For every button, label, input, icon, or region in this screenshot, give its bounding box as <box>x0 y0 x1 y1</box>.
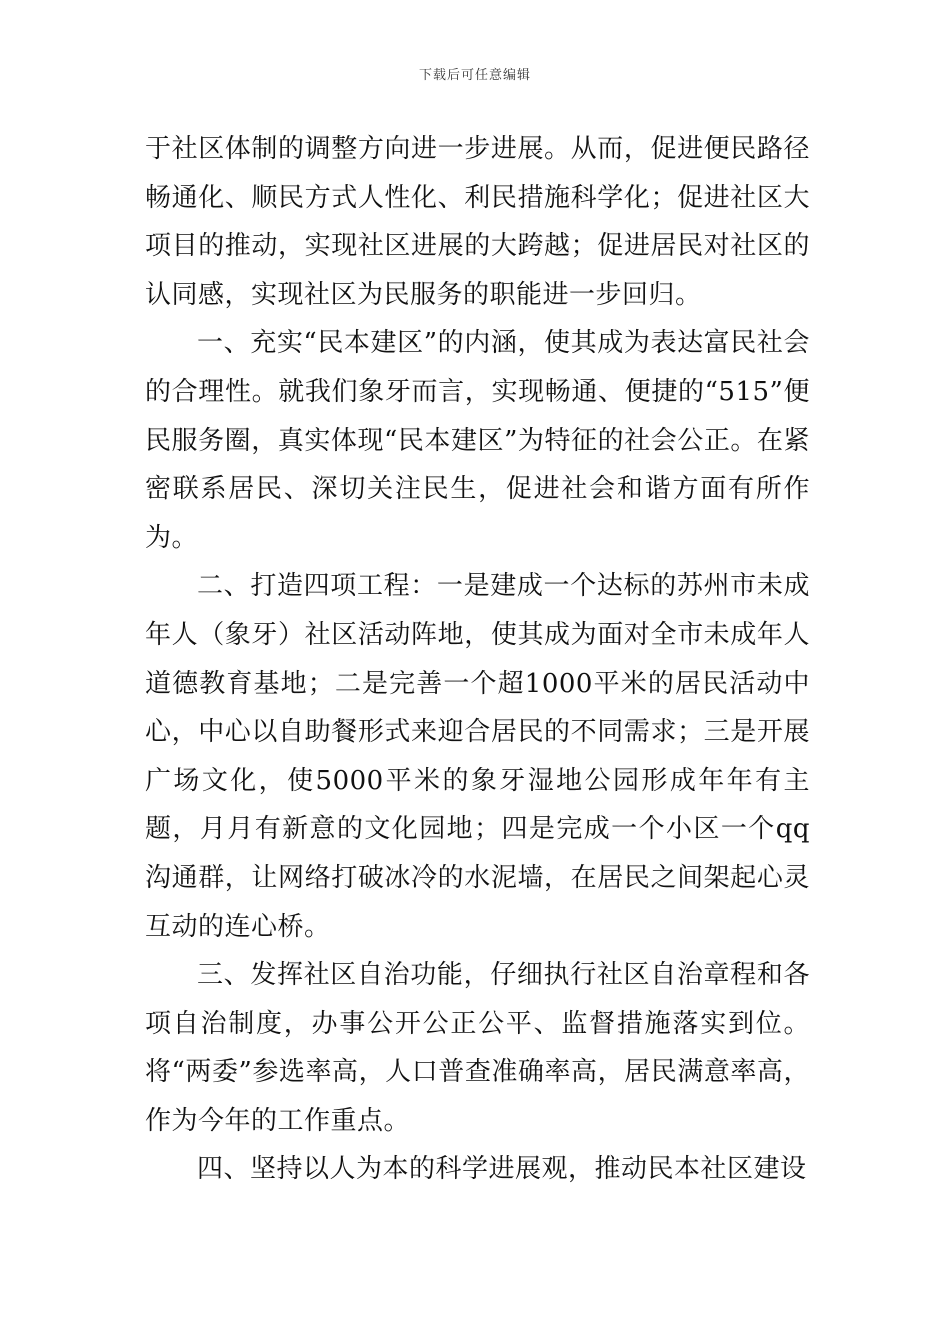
paragraph-section-3: 三、发挥社区自治功能，仔细执行社区自治章程和各项自治制度，办事公开公正公平、监督措施落实到位。将“两委”参选率高，人口普查准确率高，居民满意率高，作为今年的工作重点。 <box>145 960 810 1136</box>
paragraph-section-4: 四、坚持以人为本的科学进展观，推动民本社区建设 <box>197 1154 807 1185</box>
paragraph-intro: 于社区体制的调整方向进一步进展。从而，促进便民路径畅通化、顺民方式人性化、利民措施科学化；促进社区大项目的推动，实现社区进展的大跨越；促进居民对社区的认同感，实现社区为民服务的职能进一步回归。 <box>145 134 810 310</box>
document-body <box>145 125 810 1194</box>
paragraph-section-1: 一、充实“民本建区”的内涵，使其成为表达富民社会的合理性。就我们象牙而言，实现畅通、便捷的“515”便民服务圈，真实体现“民本建区”为特征的社会公正。在紧密联系居民、深切关注民生，促进社会和谐方面有所作为。 <box>145 328 810 553</box>
paragraph-section-2: 二、打造四项工程：一是建成一个达标的苏州市未成年人（象牙）社区活动阵地，使其成为面对全市未成年人道德教育基地；二是完善一个超1000平米的居民活动中心，中心以自助餐形式来迎合居民的不同需求；三是开展广场文化，使5000平米的象牙湿地公园形成年年有主题，月月有新意的文化园地；四是完成一个小区一个qq沟通群，让网络打破冰冷的水泥墙，在居民之间架起心灵互动的连心桥。 <box>145 571 810 942</box>
page-header: 下载后可任意编辑 <box>418 68 531 83</box>
